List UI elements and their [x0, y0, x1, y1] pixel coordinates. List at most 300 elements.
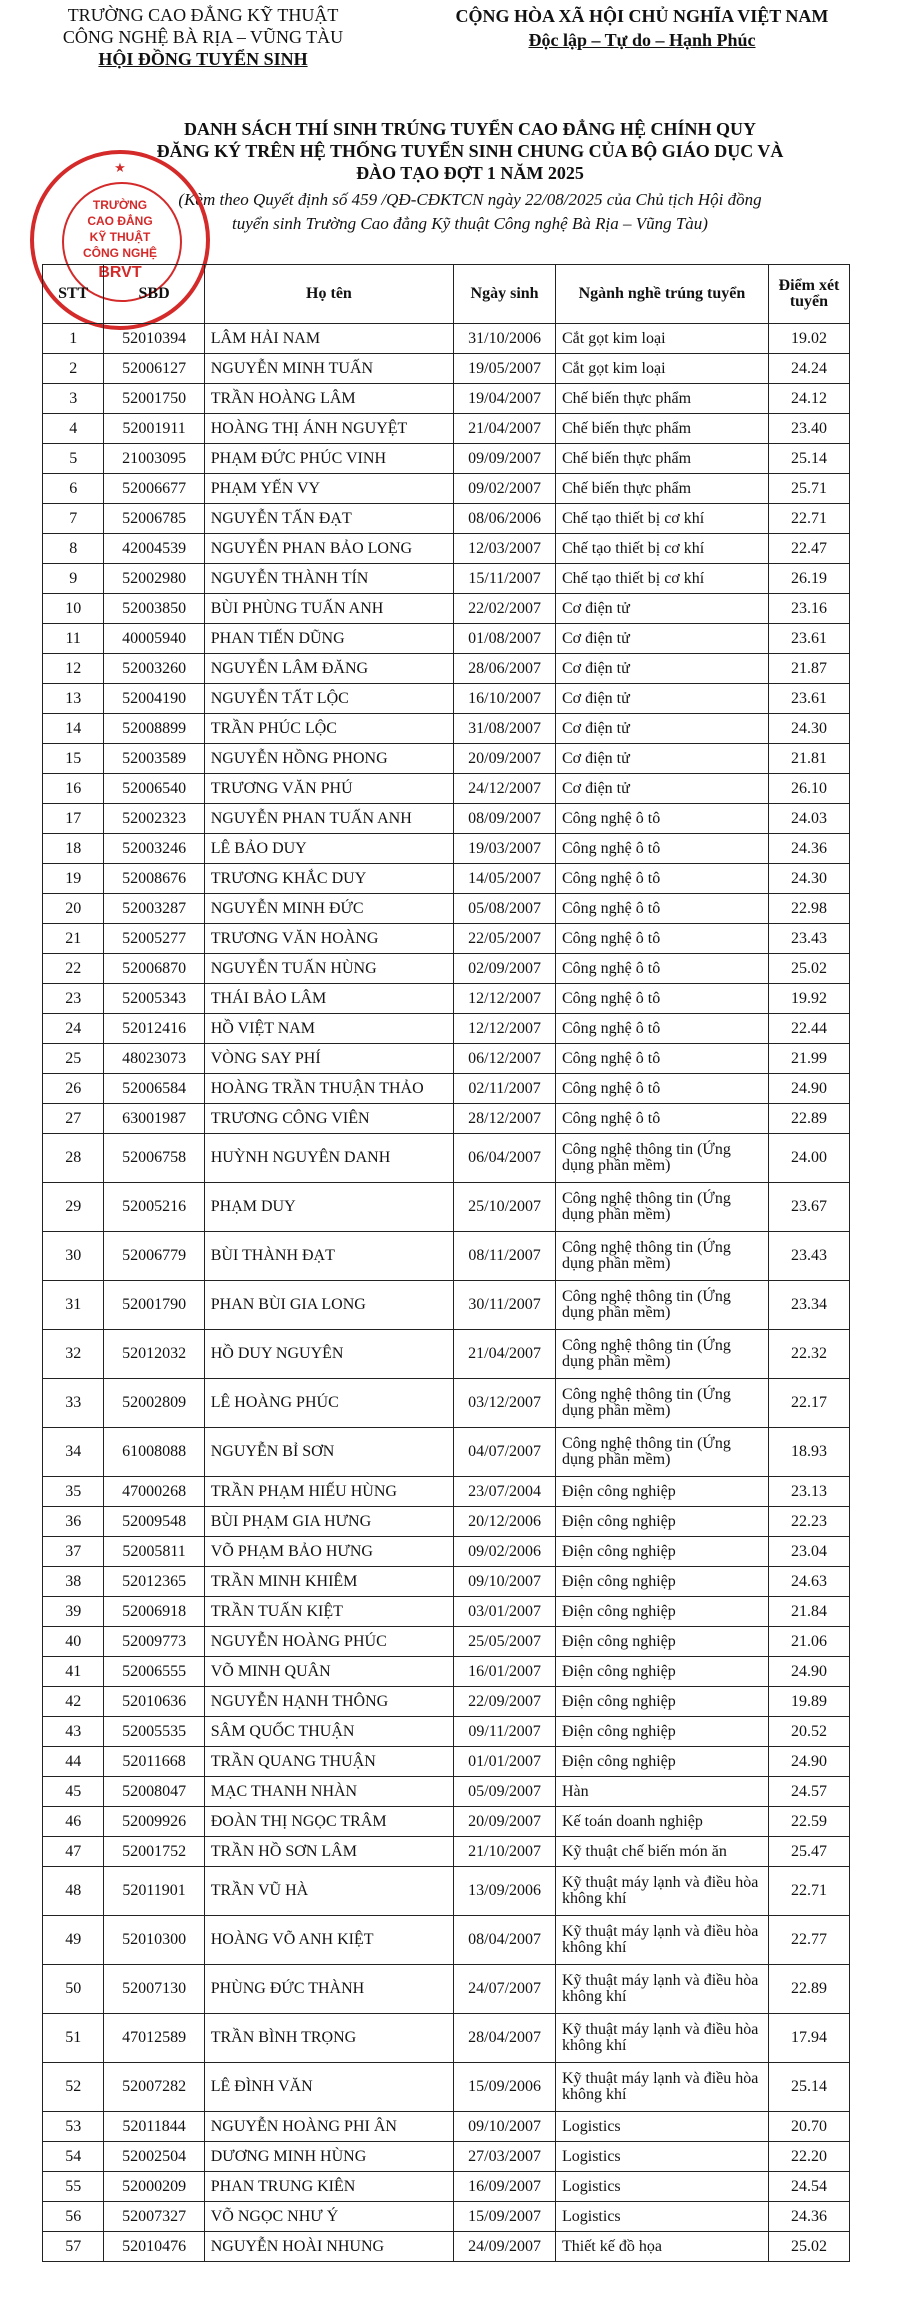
table-row	[43, 504, 850, 534]
table-row	[43, 1537, 850, 1567]
cell-stt: 45	[43, 1777, 104, 1807]
table-row	[43, 1477, 850, 1507]
cell-score: 24.57	[768, 1777, 849, 1807]
cell-sbd: 52011844	[104, 2112, 204, 2142]
cell-sbd: 52003287	[104, 894, 204, 924]
cell-dob: 24/12/2007	[454, 774, 556, 804]
seal-text-5: BRVT	[98, 264, 142, 281]
cell-stt: 35	[43, 1477, 104, 1507]
cell-sbd: 52006870	[104, 954, 204, 984]
cell-score: 25.47	[768, 1837, 849, 1867]
cell-dob: 12/12/2007	[454, 984, 556, 1014]
cell-score: 17.94	[768, 2014, 849, 2063]
table-row	[43, 1379, 850, 1428]
cell-sbd: 52006555	[104, 1657, 204, 1687]
table-row	[43, 1567, 850, 1597]
cell-sbd: 52006779	[104, 1232, 204, 1281]
cell-name: TRƯƠNG CÔNG VIÊN	[204, 1104, 453, 1134]
cell-stt: 12	[43, 654, 104, 684]
cell-score: 23.43	[768, 924, 849, 954]
cell-stt: 52	[43, 2063, 104, 2112]
cell-stt: 57	[43, 2232, 104, 2262]
table-row	[43, 1627, 850, 1657]
cell-score: 24.90	[768, 1074, 849, 1104]
cell-dob: 31/08/2007	[454, 714, 556, 744]
cell-name: PHAN TIẾN DŨNG	[204, 624, 453, 654]
cell-score: 26.19	[768, 564, 849, 594]
cell-score: 19.02	[768, 324, 849, 354]
cell-score: 24.90	[768, 1747, 849, 1777]
cell-dob: 12/03/2007	[454, 534, 556, 564]
cell-score: 21.87	[768, 654, 849, 684]
cell-stt: 28	[43, 1134, 104, 1183]
table-row	[43, 1183, 850, 1232]
cell-stt: 16	[43, 774, 104, 804]
cell-score: 18.93	[768, 1428, 849, 1477]
table-row	[43, 2063, 850, 2112]
cell-major: Chế tạo thiết bị cơ khí	[555, 564, 768, 594]
cell-major: Điện công nghiệp	[555, 1747, 768, 1777]
table-row	[43, 1867, 850, 1916]
cell-major: Công nghệ ô tô	[555, 924, 768, 954]
cell-stt: 53	[43, 2112, 104, 2142]
table-row	[43, 924, 850, 954]
cell-name: NGUYỄN HỒNG PHONG	[204, 744, 453, 774]
cell-name: NGUYỄN TUẤN HÙNG	[204, 954, 453, 984]
cell-dob: 19/04/2007	[454, 384, 556, 414]
cell-score: 21.81	[768, 744, 849, 774]
table-row	[43, 1014, 850, 1044]
cell-dob: 02/11/2007	[454, 1074, 556, 1104]
cell-name: HUỲNH NGUYÊN DANH	[204, 1134, 453, 1183]
cell-dob: 24/07/2007	[454, 1965, 556, 2014]
cell-stt: 23	[43, 984, 104, 1014]
cell-stt: 5	[43, 444, 104, 474]
cell-sbd: 52005535	[104, 1717, 204, 1747]
cell-sbd: 52006584	[104, 1074, 204, 1104]
table-row	[43, 2112, 850, 2142]
cell-stt: 50	[43, 1965, 104, 2014]
table-row	[43, 1428, 850, 1477]
cell-sbd: 52008047	[104, 1777, 204, 1807]
cell-score: 23.43	[768, 1232, 849, 1281]
cell-sbd: 52005343	[104, 984, 204, 1014]
cell-stt: 2	[43, 354, 104, 384]
cell-major: Công nghệ ô tô	[555, 1044, 768, 1074]
cell-name: NGUYỄN HOÀNG PHÚC	[204, 1627, 453, 1657]
cell-stt: 44	[43, 1747, 104, 1777]
cell-dob: 23/07/2004	[454, 1477, 556, 1507]
cell-dob: 08/06/2006	[454, 504, 556, 534]
cell-score: 24.24	[768, 354, 849, 384]
cell-dob: 06/04/2007	[454, 1134, 556, 1183]
table-row	[43, 744, 850, 774]
title-line-2: ĐĂNG KÝ TRÊN HỆ THỐNG TUYỂN SINH CHUNG CỦA BỘ GIÁO DỤC VÀ	[156, 141, 784, 161]
cell-sbd: 48023073	[104, 1044, 204, 1074]
cell-stt: 33	[43, 1379, 104, 1428]
cell-major: Công nghệ thông tin (Ứng dụng phần mềm)	[555, 1281, 768, 1330]
cell-stt: 3	[43, 384, 104, 414]
cell-name: HOÀNG TRẦN THUẬN THẢO	[204, 1074, 453, 1104]
cell-name: PHAN TRUNG KIÊN	[204, 2172, 453, 2202]
cell-stt: 39	[43, 1597, 104, 1627]
cell-sbd: 52003246	[104, 834, 204, 864]
table-row	[43, 624, 850, 654]
cell-dob: 21/04/2007	[454, 414, 556, 444]
cell-sbd: 52012032	[104, 1330, 204, 1379]
cell-stt: 21	[43, 924, 104, 954]
table-body	[43, 324, 850, 2262]
cell-dob: 09/09/2007	[454, 444, 556, 474]
cell-major: Logistics	[555, 2202, 768, 2232]
cell-stt: 41	[43, 1657, 104, 1687]
cell-dob: 22/02/2007	[454, 594, 556, 624]
cell-major: Công nghệ thông tin (Ứng dụng phần mềm)	[555, 1428, 768, 1477]
cell-sbd: 52002504	[104, 2142, 204, 2172]
table-row	[43, 1965, 850, 2014]
cell-dob: 24/09/2007	[454, 2232, 556, 2262]
cell-dob: 28/12/2007	[454, 1104, 556, 1134]
cell-dob: 15/11/2007	[454, 564, 556, 594]
cell-name: VÕ PHẠM BẢO HƯNG	[204, 1537, 453, 1567]
seal-text-3: KỸ THUẬT	[89, 230, 151, 244]
cell-score: 24.30	[768, 714, 849, 744]
cell-sbd: 52007282	[104, 2063, 204, 2112]
cell-name: PHẠM DUY	[204, 1183, 453, 1232]
table-row	[43, 1597, 850, 1627]
header-stt: STT	[43, 265, 104, 324]
subtitle-line-2: tuyển sinh Trường Cao đẳng Kỹ thuật Công nghệ Bà Rịa – Vũng Tàu)	[232, 214, 708, 233]
cell-major: Công nghệ ô tô	[555, 1074, 768, 1104]
cell-major: Điện công nghiệp	[555, 1477, 768, 1507]
cell-name: TRẦN PHẠM HIẾU HÙNG	[204, 1477, 453, 1507]
admission-table	[42, 264, 850, 2262]
cell-name: NGUYỄN PHAN TUẤN ANH	[204, 804, 453, 834]
title-line-3: ĐÀO TẠO ĐỢT 1 NĂM 2025	[356, 163, 584, 183]
cell-stt: 27	[43, 1104, 104, 1134]
table-row	[43, 2172, 850, 2202]
cell-stt: 30	[43, 1232, 104, 1281]
table-header-row	[43, 265, 850, 324]
table-row	[43, 564, 850, 594]
cell-name: NGUYỄN LÂM ĐĂNG	[204, 654, 453, 684]
cell-name: DƯƠNG MINH HÙNG	[204, 2142, 453, 2172]
cell-sbd: 42004539	[104, 534, 204, 564]
cell-name: TRẦN PHÚC LỘC	[204, 714, 453, 744]
cell-score: 22.98	[768, 894, 849, 924]
header-dob: Ngày sinh	[454, 265, 556, 324]
cell-dob: 22/05/2007	[454, 924, 556, 954]
table-row	[43, 834, 850, 864]
cell-score: 23.16	[768, 594, 849, 624]
cell-name: HỒ DUY NGUYÊN	[204, 1330, 453, 1379]
cell-dob: 09/02/2007	[454, 474, 556, 504]
cell-score: 22.20	[768, 2142, 849, 2172]
cell-stt: 40	[43, 1627, 104, 1657]
cell-stt: 36	[43, 1507, 104, 1537]
header-name: Họ tên	[204, 265, 453, 324]
cell-major: Kỹ thuật máy lạnh và điều hòa không khí	[555, 2014, 768, 2063]
cell-sbd: 52001911	[104, 414, 204, 444]
cell-major: Điện công nghiệp	[555, 1597, 768, 1627]
cell-stt: 14	[43, 714, 104, 744]
cell-score: 23.04	[768, 1537, 849, 1567]
cell-dob: 20/09/2007	[454, 1807, 556, 1837]
cell-stt: 49	[43, 1916, 104, 1965]
cell-dob: 08/04/2007	[454, 1916, 556, 1965]
cell-name: NGUYỄN HẠNH THÔNG	[204, 1687, 453, 1717]
cell-dob: 06/12/2007	[454, 1044, 556, 1074]
table-row	[43, 1134, 850, 1183]
cell-stt: 18	[43, 834, 104, 864]
cell-stt: 22	[43, 954, 104, 984]
cell-score: 24.36	[768, 834, 849, 864]
cell-stt: 17	[43, 804, 104, 834]
table-row	[43, 684, 850, 714]
cell-name: BÙI PHÙNG TUẤN ANH	[204, 594, 453, 624]
cell-major: Công nghệ thông tin (Ứng dụng phần mềm)	[555, 1183, 768, 1232]
cell-major: Logistics	[555, 2142, 768, 2172]
table-row	[43, 1074, 850, 1104]
cell-score: 23.34	[768, 1281, 849, 1330]
table-row	[43, 2232, 850, 2262]
cell-sbd: 52005811	[104, 1537, 204, 1567]
table-row	[43, 1837, 850, 1867]
cell-dob: 09/11/2007	[454, 1717, 556, 1747]
table-row	[43, 1777, 850, 1807]
cell-score: 20.52	[768, 1717, 849, 1747]
cell-major: Chế tạo thiết bị cơ khí	[555, 504, 768, 534]
cell-score: 26.10	[768, 774, 849, 804]
cell-score: 23.67	[768, 1183, 849, 1232]
table-row	[43, 984, 850, 1014]
cell-score: 22.89	[768, 1104, 849, 1134]
cell-major: Công nghệ ô tô	[555, 1104, 768, 1134]
cell-name: TRƯƠNG VĂN PHÚ	[204, 774, 453, 804]
cell-stt: 31	[43, 1281, 104, 1330]
table-row	[43, 714, 850, 744]
cell-name: NGUYỄN HOÀNG PHI ÂN	[204, 2112, 453, 2142]
cell-stt: 19	[43, 864, 104, 894]
cell-name: TRƯƠNG VĂN HOÀNG	[204, 924, 453, 954]
cell-dob: 27/03/2007	[454, 2142, 556, 2172]
cell-score: 25.14	[768, 444, 849, 474]
table-row	[43, 1717, 850, 1747]
table-row	[43, 1807, 850, 1837]
cell-sbd: 52012416	[104, 1014, 204, 1044]
cell-dob: 20/09/2007	[454, 744, 556, 774]
cell-major: Chế biến thực phẩm	[555, 384, 768, 414]
cell-dob: 14/05/2007	[454, 864, 556, 894]
cell-major: Cắt gọt kim loại	[555, 324, 768, 354]
cell-name: LÊ BẢO DUY	[204, 834, 453, 864]
cell-sbd: 52011901	[104, 1867, 204, 1916]
cell-dob: 09/10/2007	[454, 1567, 556, 1597]
cell-stt: 11	[43, 624, 104, 654]
cell-dob: 25/05/2007	[454, 1627, 556, 1657]
cell-sbd: 52002809	[104, 1379, 204, 1428]
cell-name: VÒNG SAY PHÍ	[204, 1044, 453, 1074]
cell-dob: 20/12/2006	[454, 1507, 556, 1537]
cell-name: ĐOÀN THỊ NGỌC TRÂM	[204, 1807, 453, 1837]
cell-name: HỒ VIỆT NAM	[204, 1014, 453, 1044]
table-row	[43, 894, 850, 924]
cell-dob: 15/09/2007	[454, 2202, 556, 2232]
cell-name: LÊ ĐÌNH VĂN	[204, 2063, 453, 2112]
cell-sbd: 47012589	[104, 2014, 204, 2063]
cell-score: 22.59	[768, 1807, 849, 1837]
seal-star-icon: ★	[114, 160, 126, 175]
cell-score: 22.32	[768, 1330, 849, 1379]
cell-name: BÙI THÀNH ĐẠT	[204, 1232, 453, 1281]
cell-stt: 8	[43, 534, 104, 564]
table-row	[43, 804, 850, 834]
cell-sbd: 21003095	[104, 444, 204, 474]
cell-major: Cơ điện tử	[555, 714, 768, 744]
cell-stt: 13	[43, 684, 104, 714]
table-row	[43, 1657, 850, 1687]
cell-name: PHÙNG ĐỨC THÀNH	[204, 1965, 453, 2014]
cell-stt: 26	[43, 1074, 104, 1104]
cell-dob: 19/05/2007	[454, 354, 556, 384]
cell-name: NGUYỄN BỈ SƠN	[204, 1428, 453, 1477]
cell-sbd: 52005277	[104, 924, 204, 954]
cell-major: Điện công nghiệp	[555, 1627, 768, 1657]
cell-major: Chế biến thực phẩm	[555, 414, 768, 444]
cell-stt: 6	[43, 474, 104, 504]
issuer-line-3: HỘI ĐỒNG TUYỂN SINH	[98, 49, 308, 69]
cell-name: TRẦN VŨ HÀ	[204, 1867, 453, 1916]
table-row	[43, 1507, 850, 1537]
cell-major: Kế toán doanh nghiệp	[555, 1807, 768, 1837]
cell-stt: 48	[43, 1867, 104, 1916]
cell-name: TRẦN HỒ SƠN LÂM	[204, 1837, 453, 1867]
cell-dob: 08/11/2007	[454, 1232, 556, 1281]
cell-score: 21.99	[768, 1044, 849, 1074]
cell-name: NGUYỄN TẤN ĐẠT	[204, 504, 453, 534]
cell-major: Kỹ thuật máy lạnh và điều hòa không khí	[555, 2063, 768, 2112]
cell-score: 25.71	[768, 474, 849, 504]
cell-major: Kỹ thuật máy lạnh và điều hòa không khí	[555, 1867, 768, 1916]
cell-sbd: 52006127	[104, 354, 204, 384]
cell-dob: 16/01/2007	[454, 1657, 556, 1687]
cell-name: NGUYỄN THÀNH TÍN	[204, 564, 453, 594]
cell-major: Logistics	[555, 2112, 768, 2142]
table-row	[43, 2202, 850, 2232]
cell-dob: 02/09/2007	[454, 954, 556, 984]
table-row	[43, 774, 850, 804]
cell-major: Kỹ thuật máy lạnh và điều hòa không khí	[555, 1965, 768, 2014]
cell-major: Chế biến thực phẩm	[555, 474, 768, 504]
cell-score: 24.90	[768, 1657, 849, 1687]
cell-sbd: 52006758	[104, 1134, 204, 1183]
national-name: CỘNG HÒA XÃ HỘI CHỦ NGHĨA VIỆT NAM	[455, 6, 829, 26]
cell-score: 24.12	[768, 384, 849, 414]
cell-stt: 54	[43, 2142, 104, 2172]
cell-major: Điện công nghiệp	[555, 1567, 768, 1597]
cell-sbd: 52001750	[104, 384, 204, 414]
cell-score: 22.47	[768, 534, 849, 564]
cell-score: 22.71	[768, 1867, 849, 1916]
cell-score: 25.14	[768, 2063, 849, 2112]
cell-score: 24.00	[768, 1134, 849, 1183]
cell-sbd: 52012365	[104, 1567, 204, 1597]
cell-stt: 29	[43, 1183, 104, 1232]
cell-stt: 7	[43, 504, 104, 534]
cell-dob: 04/07/2007	[454, 1428, 556, 1477]
cell-sbd: 52011668	[104, 1747, 204, 1777]
cell-score: 22.89	[768, 1965, 849, 2014]
cell-dob: 15/09/2006	[454, 2063, 556, 2112]
cell-dob: 03/12/2007	[454, 1379, 556, 1428]
cell-sbd: 52006918	[104, 1597, 204, 1627]
table-row	[43, 534, 850, 564]
cell-name: BÙI PHẠM GIA HƯNG	[204, 1507, 453, 1537]
cell-name: PHAN BÙI GIA LONG	[204, 1281, 453, 1330]
cell-stt: 47	[43, 1837, 104, 1867]
header-sbd: SBD	[104, 265, 204, 324]
cell-dob: 08/09/2007	[454, 804, 556, 834]
cell-sbd: 61008088	[104, 1428, 204, 1477]
cell-major: Công nghệ ô tô	[555, 954, 768, 984]
cell-name: NGUYỄN MINH ĐỨC	[204, 894, 453, 924]
cell-major: Thiết kế đồ họa	[555, 2232, 768, 2262]
table-row	[43, 414, 850, 444]
cell-dob: 21/04/2007	[454, 1330, 556, 1379]
table-row	[43, 654, 850, 684]
cell-name: PHẠM ĐỨC PHÚC VINH	[204, 444, 453, 474]
cell-name: TRẦN HOÀNG LÂM	[204, 384, 453, 414]
cell-sbd: 52009548	[104, 1507, 204, 1537]
cell-sbd: 52003260	[104, 654, 204, 684]
cell-sbd: 52008899	[104, 714, 204, 744]
cell-score: 25.02	[768, 2232, 849, 2262]
cell-score: 22.71	[768, 504, 849, 534]
issuer-line-2: CÔNG NGHỆ BÀ RỊA – VŨNG TÀU	[62, 27, 344, 47]
cell-sbd: 52004190	[104, 684, 204, 714]
cell-score: 23.13	[768, 1477, 849, 1507]
cell-score: 23.61	[768, 624, 849, 654]
cell-stt: 4	[43, 414, 104, 444]
cell-dob: 28/04/2007	[454, 2014, 556, 2063]
cell-major: Logistics	[555, 2172, 768, 2202]
table-row	[43, 384, 850, 414]
table-row	[43, 354, 850, 384]
cell-sbd: 52000209	[104, 2172, 204, 2202]
cell-sbd: 52003850	[104, 594, 204, 624]
cell-major: Công nghệ thông tin (Ứng dụng phần mềm)	[555, 1134, 768, 1183]
cell-stt: 55	[43, 2172, 104, 2202]
cell-major: Công nghệ thông tin (Ứng dụng phần mềm)	[555, 1330, 768, 1379]
national-header	[402, 4, 882, 52]
cell-major: Công nghệ ô tô	[555, 984, 768, 1014]
cell-score: 22.77	[768, 1916, 849, 1965]
cell-score: 21.84	[768, 1597, 849, 1627]
seal-text-4: CÔNG NGHỆ	[82, 246, 157, 260]
table-row	[43, 1330, 850, 1379]
cell-stt: 32	[43, 1330, 104, 1379]
cell-sbd: 52005216	[104, 1183, 204, 1232]
cell-sbd: 52007130	[104, 1965, 204, 2014]
cell-sbd: 52009773	[104, 1627, 204, 1657]
cell-stt: 46	[43, 1807, 104, 1837]
cell-major: Hàn	[555, 1777, 768, 1807]
table-row	[43, 1281, 850, 1330]
cell-sbd: 52009926	[104, 1807, 204, 1837]
cell-major: Công nghệ ô tô	[555, 804, 768, 834]
cell-name: TRẦN QUANG THUẬN	[204, 1747, 453, 1777]
cell-score: 24.03	[768, 804, 849, 834]
